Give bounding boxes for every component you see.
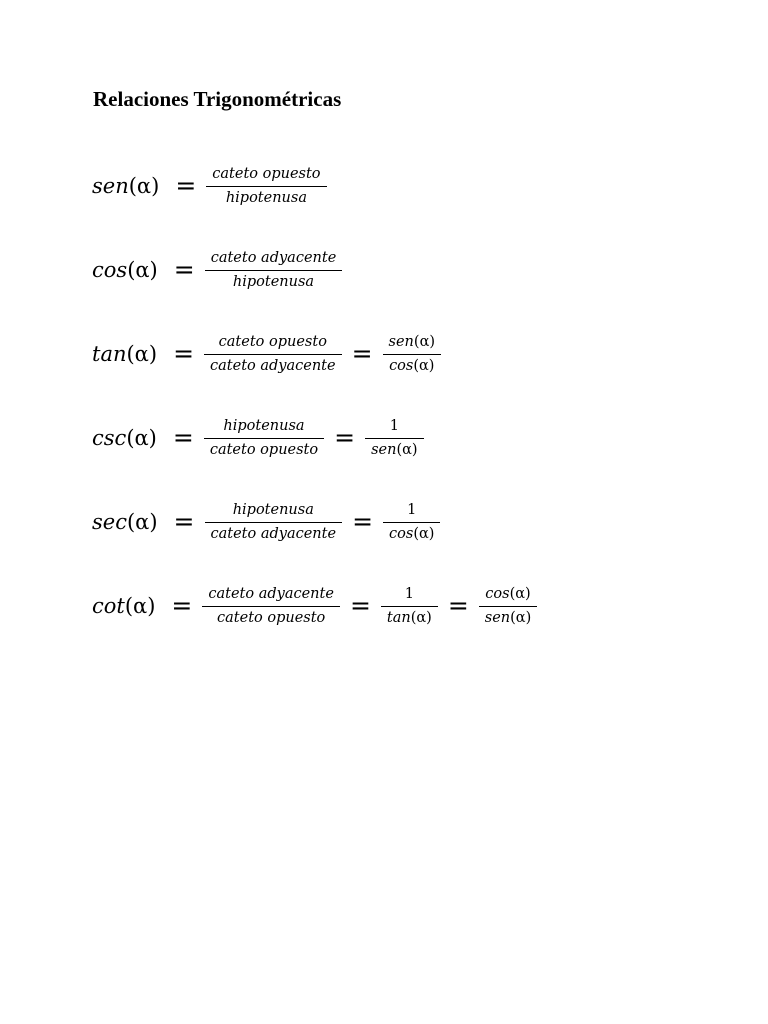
fraction-numerator: cateto opuesto	[218, 334, 327, 350]
function-argument: (α)	[413, 334, 436, 350]
fraction	[202, 587, 340, 625]
function-name: sen	[92, 174, 129, 198]
fraction-numerator: hipotenusa	[223, 418, 305, 434]
equals-sign: =	[173, 338, 195, 368]
fraction-denominator	[479, 607, 537, 626]
function-name: cos	[389, 525, 414, 542]
equation-lhs	[92, 594, 155, 618]
function-argument: (α)	[396, 441, 418, 458]
equation-csc	[92, 410, 424, 466]
fraction	[381, 587, 438, 625]
fraction-numerator	[383, 335, 441, 354]
fraction	[383, 335, 441, 373]
fraction	[205, 251, 343, 289]
fraction-numerator: cateto opuesto	[212, 166, 321, 182]
equation-cot	[92, 578, 537, 634]
fraction-numerator: 1	[404, 586, 414, 602]
fraction-numerator: cateto adyacente	[210, 250, 337, 266]
document-title: Relaciones Trigonométricas	[93, 87, 342, 111]
fraction-numerator	[479, 587, 536, 606]
function-name: sen	[371, 441, 397, 458]
function-argument: (α)	[127, 258, 158, 282]
function-argument: (α)	[410, 609, 432, 626]
function-name: sen	[388, 334, 414, 350]
function-argument: (α)	[413, 357, 435, 374]
function-argument: (α)	[126, 510, 158, 534]
equation-lhs	[92, 342, 157, 366]
fraction-numerator: cateto adyacente	[208, 586, 334, 602]
function-name: cos	[485, 586, 510, 602]
function-argument: (α)	[510, 609, 532, 626]
fraction-denominator	[381, 607, 438, 626]
equation-lhs	[92, 258, 158, 282]
fraction-denominator	[383, 355, 440, 374]
function-argument: (α)	[413, 525, 435, 542]
equals-sign: =	[173, 506, 195, 536]
equals-sign: =	[334, 422, 356, 452]
equation-lhs	[92, 174, 159, 198]
fraction-numerator: 1	[407, 502, 417, 518]
function-argument: (α)	[128, 174, 160, 198]
equals-sign: =	[351, 338, 373, 368]
function-argument: (α)	[509, 586, 531, 602]
fraction-denominator	[383, 523, 440, 542]
fraction	[204, 419, 324, 457]
function-argument: (α)	[126, 426, 157, 450]
function-name: sen	[484, 609, 511, 626]
fraction-numerator: hipotenusa	[232, 502, 314, 518]
equals-sign: =	[352, 506, 374, 536]
fraction-denominator: cateto opuesto	[209, 441, 319, 458]
equation-sen	[92, 158, 327, 214]
fraction	[479, 587, 537, 625]
fraction	[365, 419, 423, 457]
fraction-denominator: cateto adyacente	[210, 357, 336, 374]
function-argument: (α)	[126, 342, 158, 366]
equation-cos	[92, 242, 342, 298]
equation-sec	[92, 494, 440, 550]
function-name: tan	[386, 609, 411, 626]
function-name: tan	[92, 342, 127, 366]
fraction	[204, 335, 342, 373]
fraction-denominator: hipotenusa	[232, 273, 315, 290]
function-name: csc	[92, 426, 127, 450]
function-argument: (α)	[124, 594, 156, 618]
fraction	[206, 167, 326, 205]
fraction-denominator: cateto opuesto	[217, 609, 326, 626]
equation-lhs	[92, 426, 157, 450]
equals-sign: =	[171, 590, 193, 620]
equation-tan	[92, 326, 441, 382]
equals-sign: =	[175, 170, 197, 200]
fraction	[205, 503, 343, 541]
function-name: cot	[92, 594, 125, 618]
function-name: sec	[92, 510, 127, 534]
function-name: cos	[389, 357, 414, 374]
equals-sign: =	[349, 590, 371, 620]
equals-sign: =	[447, 590, 469, 620]
equals-sign: =	[172, 422, 194, 452]
fraction	[383, 503, 440, 541]
function-name: cos	[92, 258, 128, 282]
equation-lhs	[92, 510, 158, 534]
fraction-denominator: cateto adyacente	[210, 525, 337, 542]
fraction-denominator: hipotenusa	[225, 189, 307, 206]
equals-sign: =	[173, 254, 195, 284]
fraction-numerator: 1	[389, 418, 399, 434]
fraction-denominator	[365, 439, 423, 458]
